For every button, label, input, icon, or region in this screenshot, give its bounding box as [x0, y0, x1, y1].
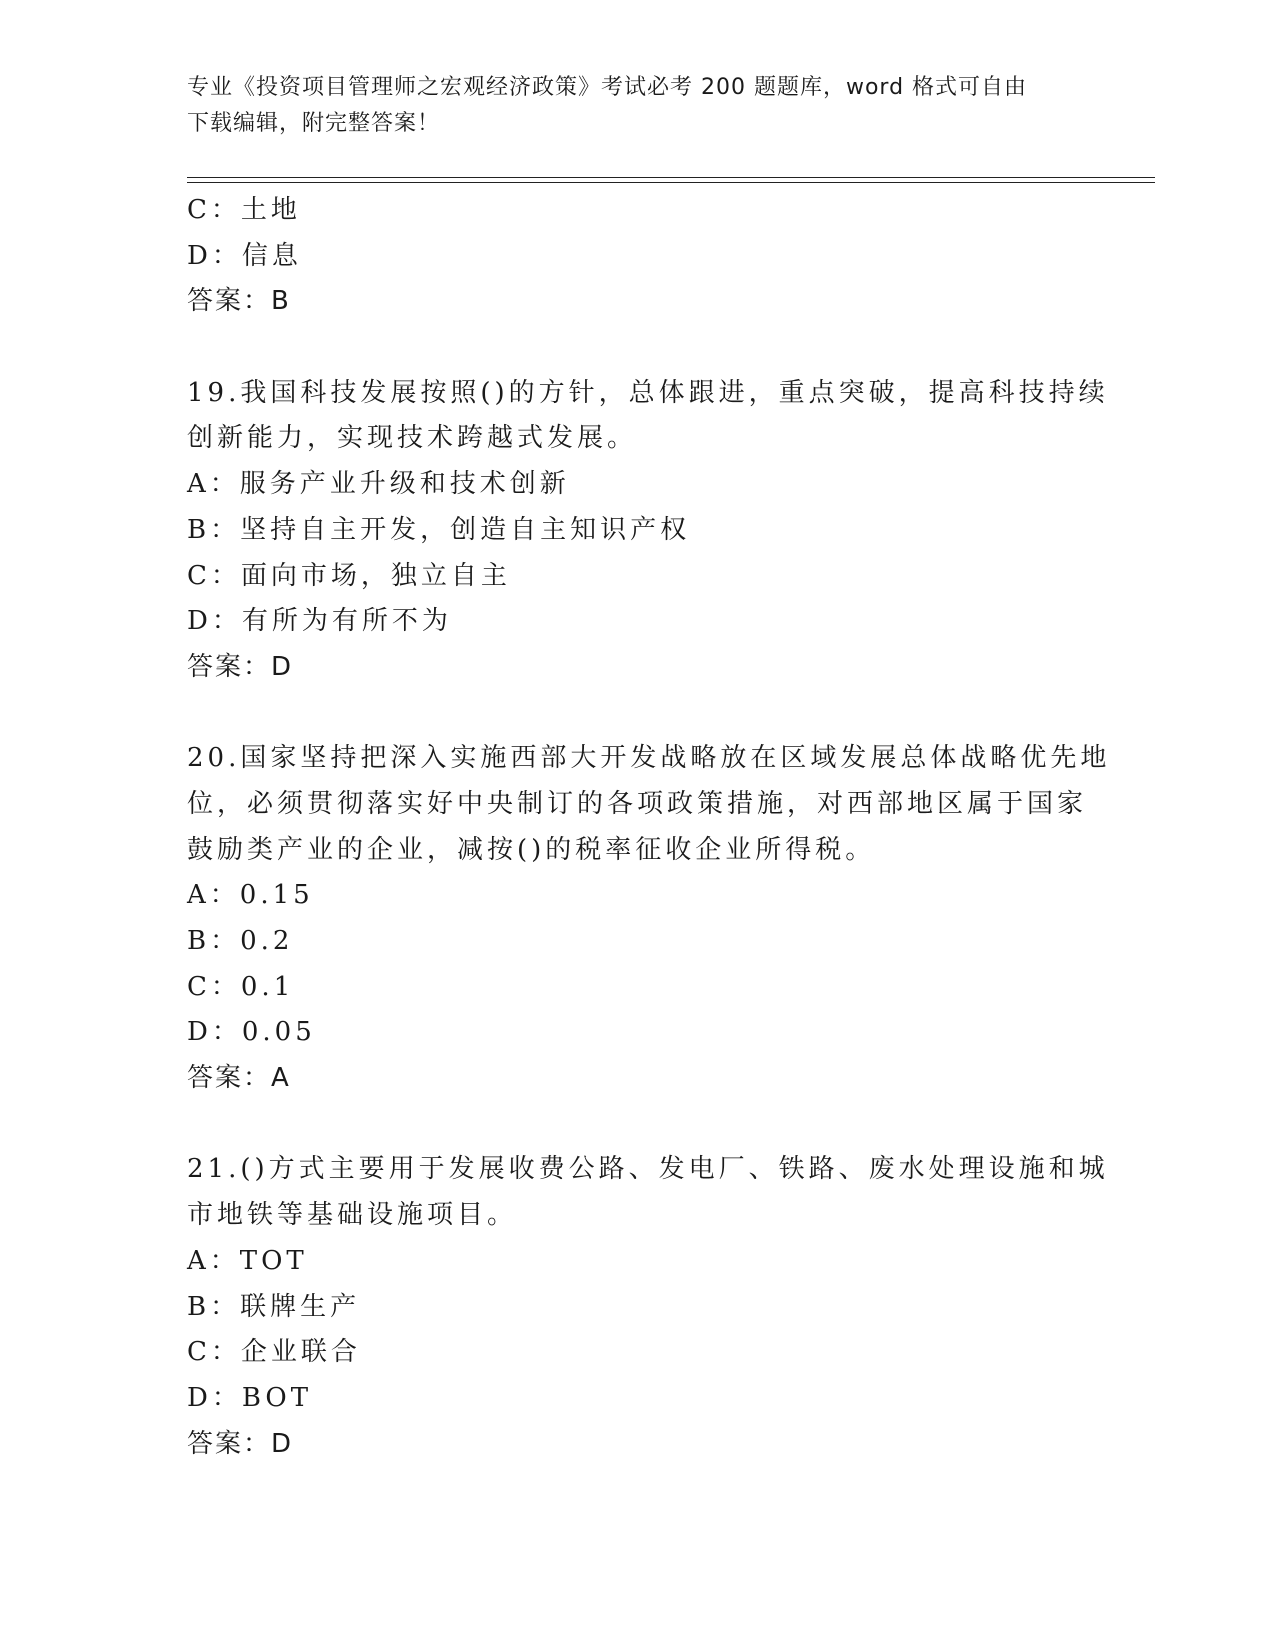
option-a: A：TOT [187, 1245, 308, 1276]
question-text-line: 19.我国科技发展按照()的方针，总体跟进，重点突破，提高科技持续 [187, 377, 1109, 408]
option-a: A：服务产业升级和技术创新 [187, 469, 570, 500]
option-a: A：0.15 [187, 880, 314, 911]
option-c: C：企业联合 [187, 1337, 361, 1368]
spacer [187, 691, 1087, 737]
option-d: D：有所为有所不为 [187, 606, 452, 637]
question-text-line: 鼓励类产业的企业，减按()的税率征收企业所得税。 [187, 834, 876, 865]
answer-line: 答案：A [187, 1063, 291, 1094]
answer-line: 答案：D [187, 1428, 294, 1459]
answer-line: 答案：D [187, 651, 294, 682]
question-text-line: 创新能力，实现技术跨越式发展。 [187, 423, 638, 454]
header-divider-bottom [187, 182, 1155, 183]
option-b: B：联牌生产 [187, 1291, 361, 1322]
document-header [187, 70, 1087, 142]
spacer [187, 325, 1087, 371]
option-c: C：面向市场，独立自主 [187, 560, 511, 591]
question-text-line: 20.国家坚持把深入实施西部大开发战略放在区域发展总体战略优先地 [187, 743, 1111, 774]
option-c: C：0.1 [187, 971, 295, 1002]
option-c: C：土地 [187, 195, 301, 225]
question-block-21 [187, 1147, 1109, 1467]
question-text-line: 21.()方式主要用于发展收费公路、发电厂、铁路、废水处理设施和城 [187, 1154, 1109, 1185]
header-divider-top [187, 177, 1155, 178]
option-d: D：BOT [187, 1382, 313, 1413]
option-b: B：坚持自主开发，创造自主知识产权 [187, 514, 691, 545]
spacer [187, 1102, 1087, 1148]
option-d: D：0.05 [187, 1017, 316, 1048]
question-block-19 [187, 371, 1109, 691]
question-block-prev [187, 188, 1087, 325]
answer-line: 答案：B [187, 286, 291, 317]
header-line-2: 下载编辑，附完整答案！ [187, 111, 441, 136]
header-line-1: 专业《投资项目管理师之宏观经济政策》考试必考 200 题题库，word 格式可自由 [187, 75, 1028, 100]
option-d: D：信息 [187, 240, 302, 271]
option-b: B：0.2 [187, 926, 294, 956]
question-block-20 [187, 736, 1111, 1102]
question-list [187, 188, 1111, 1467]
question-text-line: 位，必须贯彻落实好中央制订的各项政策措施，对西部地区属于国家 [187, 788, 1088, 819]
question-text-line: 市地铁等基础设施项目。 [187, 1200, 518, 1231]
